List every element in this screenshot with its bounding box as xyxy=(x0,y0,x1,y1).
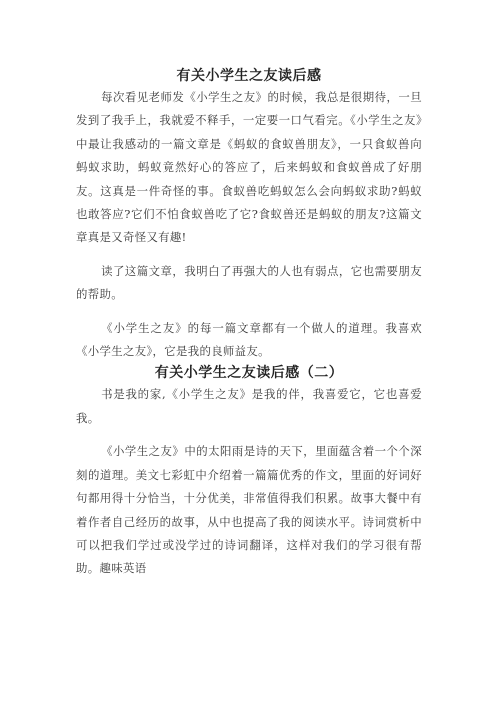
section-title: 有关小学生之友读后感（二） xyxy=(154,365,344,382)
paragraph: 每次看见老师发《小学生之友》的时候，我总是很期待，一旦发到了我手上，我就爱不释手，一定要一口气看完。《小学生之友》中最让我感动的一篇文章是《蚂蚁的食蚁兽朋友》，一只食蚁兽向蚂蚁求助，蚂蚁竟然好心的答应了，后来蚂蚁和食蚁兽成了好朋友。这真是一件奇怪的事。食蚁兽吃蚂蚁怎么会向蚂蚁求助?蚂蚁也敢答应?它们不怕食蚁兽吃了它?食蚁兽还是蚂蚁的朋友?这篇文章真是又奇怪又有趣! xyxy=(76,90,422,245)
paragraph-gap xyxy=(76,307,422,317)
document-body xyxy=(76,66,422,581)
paragraph: 书是我的家,《小学生之友》是我的伴，我喜爱它，它也喜爱我。 xyxy=(76,387,422,425)
paragraph: 《小学生之友》中的太阳雨是诗的天下，里面蕴含着一个个深刻的道理。美文七彩虹中介绍着一篇篇优秀的作文，里面的好词好句都用得十分恰当，十分优美，非常值得我们积累。故事大餐中有着作者自己经历的故事，从中也提高了我的阅读水平。诗词赏析中可以把我们学过或没学过的诗词翻译，这样对我们的学习很有帮助。趣味英语 xyxy=(76,444,422,576)
paragraph: 读了这篇文章，我明白了再强大的人也有弱点，它也需要朋友的帮助。 xyxy=(76,263,422,302)
section-title: 有关小学生之友读后感 xyxy=(176,68,322,84)
paragraph-gap xyxy=(76,250,422,260)
paragraph-gap xyxy=(76,430,422,440)
paragraph: 《小学生之友》的每一篇文章都有一个做人的道理。我喜欢《小学生之友》，它是我的良师益友。 xyxy=(76,320,422,359)
